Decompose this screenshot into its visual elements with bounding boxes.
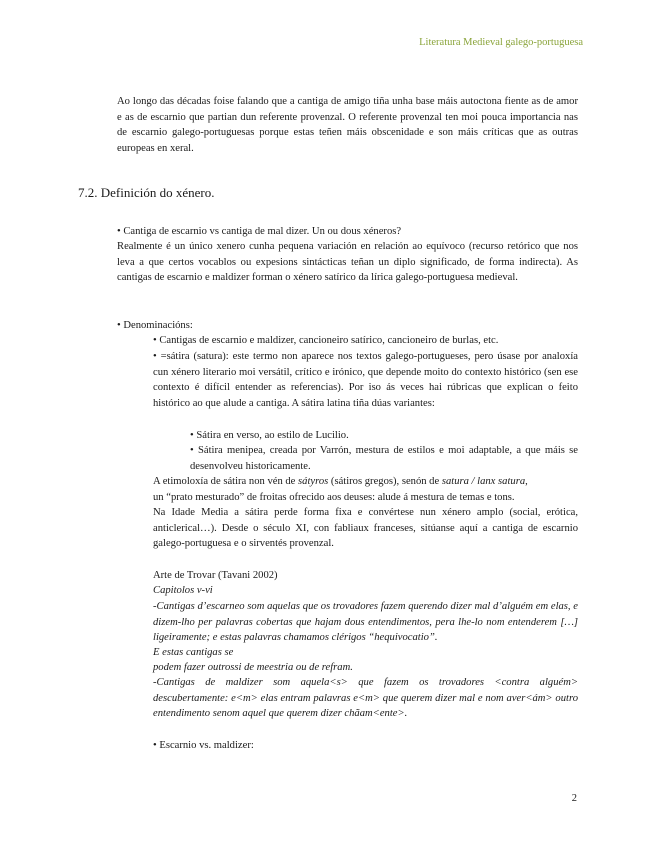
running-header: Literatura Medieval galego-portuguesa xyxy=(419,37,583,48)
etymology-line-2: un “prato mesturado” de froitas ofrecido aos deuses: alude á mestura de temas e tons. xyxy=(153,492,515,503)
quote-line: podem fazer outrossi de meestria ou de refram. xyxy=(153,662,353,673)
etymology-term-satura: satura / lanx satura xyxy=(441,476,526,487)
question-line: • Cantiga de escarnio vs cantiga de mal dizer. Un ou dous xéneros? xyxy=(117,226,402,237)
sub-bullet-verse: • Sátira en verso, ao estilo de Lucilio. xyxy=(190,430,349,441)
denominations-label: • Denominacións: xyxy=(117,320,193,331)
section-heading: 7.2. Definición do xénero. xyxy=(78,185,215,200)
etymology-term-satyros: sátyros xyxy=(298,476,329,487)
last-bullet: • Escarnio vs. maldizer: xyxy=(153,740,254,751)
sub-bullet-menipea: • Sátira menipea, creada por Varrón, mestura de estilos e moi adaptable, a que máis se desenvolveu historicamente. xyxy=(190,445,578,472)
etymology-text: , xyxy=(525,476,528,487)
quote-escarneo: -Cantigas d’escarneo som aquelas que os trovadores fazem querendo dizer mal d’alguém em elas, e dizem-lho per palavras cobertas que hajam dous entendimentos, pera lhe-lo nom entenderem […] ligeiramente; e estas palavras chamamos clérigos “hequivocatio”. xyxy=(153,601,578,643)
etymology-text: (sátiros gregos), senón de xyxy=(328,476,442,487)
quote-maldizer: -Cantigas de maldizer som aquela<s> que fazem os trovadores <contra alguém> descubertamente: e<m> elas entram palavras e<m> que querem dizer mal e nom aver<ám> outro entendimento senom aquel que querem dizer chãam<ente>. xyxy=(153,677,578,719)
bullet-item: • Cantigas de escarnio e maldizer, cancioneiro satírico, cancioneiro de burlas, etc. xyxy=(153,335,499,346)
etymology-line xyxy=(153,474,528,490)
page-number: 2 xyxy=(571,793,577,804)
intro-paragraph: Ao longo das décadas foise falando que a cantiga de amigo tiña unha base máis autoctona fiente as de amor e as de escarnio que partian dun referente provenzal. O referente provenzal ten moi pouca importancia nas de escarnio galego-portuguesas porque estas teñen máis obscenidade e son máis críticas que as outras europeas en xeral. xyxy=(117,96,578,154)
bullet-item-satire: • =sátira (satura): este termo non aparece nos textos galego-portugueses, pero úsase por analoxía cun xénero literario moi versátil, crítico e irónico, que depende moito do contexto histórico (sen ese contexto é difícil entender as referencias). Por iso ás veces hai rúbricas que explican o feito histórico ao que alude a cantiga. A sátira latina tiña dúas variantes: xyxy=(153,351,578,409)
etymology-text: A etimoloxía de sátira non vén de xyxy=(153,476,299,487)
definition-paragraph: Realmente é un único xenero cunha pequena variación en relación ao equívoco (recurso retórico que nos leva a que certos vocablos ou expesions sintácticas teñan un diplo significado, de forma indirecta). As cantigas de escarnio e maldizer forman o xénero satírico da lírica galego-portuguesa medieval. xyxy=(117,241,578,283)
chapter-label: Capitolos v-vi xyxy=(153,585,213,596)
quote-line: E estas cantigas se xyxy=(153,647,234,658)
middle-ages-paragraph: Na Idade Media a sátira perde forma fixa e convértese nun xénero amplo (social, erótica, anticlerical…). Desde o século XI, con fabliaux franceses, sitúanse aquí a cantiga de escarnio galego-portuguesa e o sirventés provenzal. xyxy=(153,507,578,549)
arte-title: Arte de Trovar (Tavani 2002) xyxy=(153,570,278,581)
